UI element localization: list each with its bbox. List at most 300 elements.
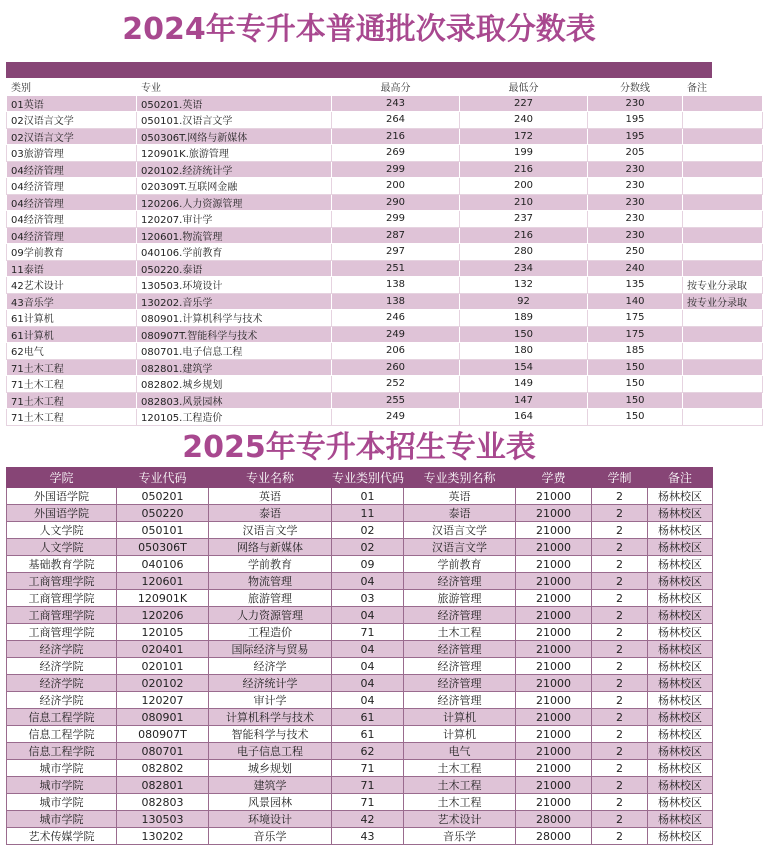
duration-cell: 2 bbox=[592, 675, 648, 692]
note-cell bbox=[683, 145, 763, 162]
min-score-cell: 149 bbox=[460, 376, 588, 393]
min-score-cell: 227 bbox=[460, 95, 588, 112]
cutoff-score-cell: 250 bbox=[588, 244, 683, 261]
tuition-cell: 21000 bbox=[516, 488, 592, 505]
table-row bbox=[7, 211, 763, 228]
category-code-cell: 61 bbox=[332, 709, 404, 726]
major-name-cell: 经济统计学 bbox=[209, 675, 332, 692]
min-score-cell: 237 bbox=[460, 211, 588, 228]
category-name-cell: 音乐学 bbox=[404, 828, 516, 845]
category-code-cell: 01 bbox=[332, 488, 404, 505]
major-code-cell: 130202 bbox=[117, 828, 209, 845]
college-cell: 信息工程学院 bbox=[7, 709, 117, 726]
title-2025-enrollment-majors: 2025年专升本招生专业表 bbox=[182, 430, 536, 465]
note-cell bbox=[683, 128, 763, 145]
category-code-cell: 42 bbox=[332, 811, 404, 828]
max-score-cell: 251 bbox=[332, 260, 460, 277]
major-cell: 120105.工程造价 bbox=[137, 409, 332, 426]
table-row bbox=[7, 409, 763, 426]
cutoff-score-cell: 175 bbox=[588, 310, 683, 327]
major-cell: 080907T.智能科学与技术 bbox=[137, 326, 332, 343]
category-cell: 02汉语言文学 bbox=[7, 112, 137, 129]
column-header: 专业类别名称 bbox=[404, 468, 516, 488]
min-score-cell: 180 bbox=[460, 343, 588, 360]
note-cell: 杨林校区 bbox=[648, 522, 713, 539]
category-code-cell: 61 bbox=[332, 726, 404, 743]
max-score-cell: 252 bbox=[332, 376, 460, 393]
max-score-cell: 260 bbox=[332, 359, 460, 376]
table-row bbox=[7, 376, 763, 393]
max-score-cell: 138 bbox=[332, 277, 460, 294]
major-cell: 082801.建筑学 bbox=[137, 359, 332, 376]
duration-cell: 2 bbox=[592, 641, 648, 658]
major-code-cell: 040106 bbox=[117, 556, 209, 573]
major-name-cell: 英语 bbox=[209, 488, 332, 505]
category-code-cell: 71 bbox=[332, 760, 404, 777]
column-header: 学院 bbox=[7, 468, 117, 488]
note-cell bbox=[683, 310, 763, 327]
cutoff-score-cell: 140 bbox=[588, 293, 683, 310]
cutoff-score-cell: 175 bbox=[588, 326, 683, 343]
table-row bbox=[7, 794, 713, 811]
min-score-cell: 216 bbox=[460, 227, 588, 244]
table-row bbox=[7, 709, 713, 726]
note-cell: 杨林校区 bbox=[648, 556, 713, 573]
major-cell: 120207.审计学 bbox=[137, 211, 332, 228]
cutoff-score-cell: 195 bbox=[588, 128, 683, 145]
cutoff-score-cell: 230 bbox=[588, 227, 683, 244]
college-cell: 外国语学院 bbox=[7, 505, 117, 522]
note-cell bbox=[683, 194, 763, 211]
major-name-cell: 学前教育 bbox=[209, 556, 332, 573]
duration-cell: 2 bbox=[592, 692, 648, 709]
note-cell bbox=[683, 359, 763, 376]
major-code-cell: 080901 bbox=[117, 709, 209, 726]
major-name-cell: 物流管理 bbox=[209, 573, 332, 590]
category-cell: 11泰语 bbox=[7, 260, 137, 277]
category-cell: 43音乐学 bbox=[7, 293, 137, 310]
cutoff-score-cell: 240 bbox=[588, 260, 683, 277]
category-cell: 04经济管理 bbox=[7, 178, 137, 195]
table-header-row bbox=[7, 79, 763, 96]
college-cell: 工商管理学院 bbox=[7, 590, 117, 607]
min-score-cell: 172 bbox=[460, 128, 588, 145]
category-code-cell: 04 bbox=[332, 658, 404, 675]
column-header: 最高分 bbox=[332, 79, 460, 96]
cutoff-score-cell: 185 bbox=[588, 343, 683, 360]
table-row bbox=[7, 777, 713, 794]
column-header: 最低分 bbox=[460, 79, 588, 96]
table-row bbox=[7, 128, 763, 145]
category-name-cell: 经济管理 bbox=[404, 692, 516, 709]
duration-cell: 2 bbox=[592, 726, 648, 743]
major-name-cell: 工程造价 bbox=[209, 624, 332, 641]
max-score-cell: 243 bbox=[332, 95, 460, 112]
admission-score-table bbox=[6, 62, 747, 426]
major-code-cell: 082802 bbox=[117, 760, 209, 777]
major-cell: 020102.经济统计学 bbox=[137, 161, 332, 178]
major-cell: 020309T.互联网金融 bbox=[137, 178, 332, 195]
duration-cell: 2 bbox=[592, 590, 648, 607]
table-row bbox=[7, 145, 763, 162]
major-cell: 082803.风景园林 bbox=[137, 392, 332, 409]
cutoff-score-cell: 230 bbox=[588, 161, 683, 178]
college-cell: 经济学院 bbox=[7, 658, 117, 675]
major-name-cell: 音乐学 bbox=[209, 828, 332, 845]
category-cell: 02汉语言文学 bbox=[7, 128, 137, 145]
max-score-cell: 138 bbox=[332, 293, 460, 310]
min-score-cell: 132 bbox=[460, 277, 588, 294]
min-score-cell: 147 bbox=[460, 392, 588, 409]
table-row bbox=[7, 556, 713, 573]
duration-cell: 2 bbox=[592, 828, 648, 845]
note-cell: 杨林校区 bbox=[648, 777, 713, 794]
note-cell: 杨林校区 bbox=[648, 726, 713, 743]
min-score-cell: 234 bbox=[460, 260, 588, 277]
tuition-cell: 21000 bbox=[516, 760, 592, 777]
duration-cell: 2 bbox=[592, 658, 648, 675]
college-cell: 城市学院 bbox=[7, 794, 117, 811]
duration-cell: 2 bbox=[592, 607, 648, 624]
category-name-cell: 土木工程 bbox=[404, 760, 516, 777]
table-row bbox=[7, 658, 713, 675]
category-name-cell: 泰语 bbox=[404, 505, 516, 522]
max-score-cell: 299 bbox=[332, 161, 460, 178]
column-header: 专业类别代码 bbox=[332, 468, 404, 488]
max-score-cell: 264 bbox=[332, 112, 460, 129]
note-cell: 杨林校区 bbox=[648, 794, 713, 811]
major-code-cell: 050101 bbox=[117, 522, 209, 539]
min-score-cell: 150 bbox=[460, 326, 588, 343]
column-header: 备注 bbox=[683, 79, 763, 96]
max-score-cell: 249 bbox=[332, 409, 460, 426]
major-code-cell: 082801 bbox=[117, 777, 209, 794]
duration-cell: 2 bbox=[592, 556, 648, 573]
column-header: 备注 bbox=[648, 468, 713, 488]
note-cell: 杨林校区 bbox=[648, 811, 713, 828]
note-cell bbox=[683, 326, 763, 343]
table-row bbox=[7, 607, 713, 624]
tuition-cell: 21000 bbox=[516, 743, 592, 760]
table-row bbox=[7, 310, 763, 327]
note-cell: 杨林校区 bbox=[648, 624, 713, 641]
duration-cell: 2 bbox=[592, 760, 648, 777]
max-score-cell: 287 bbox=[332, 227, 460, 244]
major-name-cell: 城乡规划 bbox=[209, 760, 332, 777]
category-code-cell: 02 bbox=[332, 539, 404, 556]
category-name-cell: 计算机 bbox=[404, 709, 516, 726]
column-header: 专业代码 bbox=[117, 468, 209, 488]
table-row bbox=[7, 539, 713, 556]
note-cell bbox=[683, 376, 763, 393]
note-cell: 杨林校区 bbox=[648, 658, 713, 675]
note-cell: 按专业分录取 bbox=[683, 277, 763, 294]
major-cell: 050306T.网络与新媒体 bbox=[137, 128, 332, 145]
category-code-cell: 04 bbox=[332, 641, 404, 658]
table-row bbox=[7, 573, 713, 590]
table-row bbox=[7, 260, 763, 277]
note-cell bbox=[683, 95, 763, 112]
major-code-cell: 020401 bbox=[117, 641, 209, 658]
college-cell: 城市学院 bbox=[7, 777, 117, 794]
table-row bbox=[7, 178, 763, 195]
tuition-cell: 21000 bbox=[516, 590, 592, 607]
column-header: 专业 bbox=[137, 79, 332, 96]
category-name-cell: 计算机 bbox=[404, 726, 516, 743]
major-code-cell: 130503 bbox=[117, 811, 209, 828]
table-row bbox=[7, 675, 713, 692]
major-name-cell: 泰语 bbox=[209, 505, 332, 522]
table-row bbox=[7, 590, 713, 607]
college-cell: 工商管理学院 bbox=[7, 624, 117, 641]
duration-cell: 2 bbox=[592, 488, 648, 505]
min-score-cell: 200 bbox=[460, 178, 588, 195]
tuition-cell: 28000 bbox=[516, 811, 592, 828]
major-code-cell: 020102 bbox=[117, 675, 209, 692]
duration-cell: 2 bbox=[592, 777, 648, 794]
max-score-cell: 290 bbox=[332, 194, 460, 211]
note-cell bbox=[683, 244, 763, 261]
category-code-cell: 62 bbox=[332, 743, 404, 760]
note-cell: 杨林校区 bbox=[648, 573, 713, 590]
tuition-cell: 21000 bbox=[516, 539, 592, 556]
major-cell: 050201.英语 bbox=[137, 95, 332, 112]
column-header: 专业名称 bbox=[209, 468, 332, 488]
table-row bbox=[7, 828, 713, 845]
college-cell: 城市学院 bbox=[7, 811, 117, 828]
category-code-cell: 04 bbox=[332, 607, 404, 624]
major-code-cell: 120601 bbox=[117, 573, 209, 590]
note-cell: 杨林校区 bbox=[648, 505, 713, 522]
enrollment-major-table bbox=[6, 467, 712, 845]
duration-cell: 2 bbox=[592, 573, 648, 590]
note-cell: 杨林校区 bbox=[648, 607, 713, 624]
tuition-cell: 21000 bbox=[516, 607, 592, 624]
tuition-cell: 21000 bbox=[516, 658, 592, 675]
college-cell: 经济学院 bbox=[7, 692, 117, 709]
category-name-cell: 旅游管理 bbox=[404, 590, 516, 607]
table-row bbox=[7, 760, 713, 777]
table-row bbox=[7, 326, 763, 343]
category-name-cell: 英语 bbox=[404, 488, 516, 505]
table-row bbox=[7, 392, 763, 409]
cutoff-score-cell: 150 bbox=[588, 409, 683, 426]
category-cell: 61计算机 bbox=[7, 310, 137, 327]
duration-cell: 2 bbox=[592, 505, 648, 522]
note-cell bbox=[683, 409, 763, 426]
major-name-cell: 环境设计 bbox=[209, 811, 332, 828]
cutoff-score-cell: 150 bbox=[588, 392, 683, 409]
min-score-cell: 164 bbox=[460, 409, 588, 426]
major-cell: 120601.物流管理 bbox=[137, 227, 332, 244]
tuition-cell: 21000 bbox=[516, 556, 592, 573]
college-cell: 工商管理学院 bbox=[7, 573, 117, 590]
major-name-cell: 国际经济与贸易 bbox=[209, 641, 332, 658]
table-header-band bbox=[6, 62, 712, 78]
major-code-cell: 050201 bbox=[117, 488, 209, 505]
table-row bbox=[7, 112, 763, 129]
college-cell: 人文学院 bbox=[7, 539, 117, 556]
max-score-cell: 200 bbox=[332, 178, 460, 195]
major-cell: 080701.电子信息工程 bbox=[137, 343, 332, 360]
max-score-cell: 299 bbox=[332, 211, 460, 228]
category-name-cell: 土木工程 bbox=[404, 777, 516, 794]
cutoff-score-cell: 230 bbox=[588, 211, 683, 228]
category-cell: 01英语 bbox=[7, 95, 137, 112]
cutoff-score-cell: 230 bbox=[588, 194, 683, 211]
table-row bbox=[7, 194, 763, 211]
category-cell: 71土木工程 bbox=[7, 359, 137, 376]
major-code-cell: 120206 bbox=[117, 607, 209, 624]
table-row bbox=[7, 277, 763, 294]
duration-cell: 2 bbox=[592, 522, 648, 539]
table-row bbox=[7, 624, 713, 641]
college-cell: 信息工程学院 bbox=[7, 743, 117, 760]
major-name-cell: 计算机科学与技术 bbox=[209, 709, 332, 726]
table-row bbox=[7, 95, 763, 112]
tuition-cell: 21000 bbox=[516, 522, 592, 539]
category-cell: 03旅游管理 bbox=[7, 145, 137, 162]
table-row bbox=[7, 692, 713, 709]
column-header: 学费 bbox=[516, 468, 592, 488]
cutoff-score-cell: 195 bbox=[588, 112, 683, 129]
cutoff-score-cell: 230 bbox=[588, 178, 683, 195]
duration-cell: 2 bbox=[592, 811, 648, 828]
note-cell: 杨林校区 bbox=[648, 709, 713, 726]
note-cell bbox=[683, 343, 763, 360]
category-name-cell: 汉语言文学 bbox=[404, 539, 516, 556]
tuition-cell: 21000 bbox=[516, 675, 592, 692]
min-score-cell: 92 bbox=[460, 293, 588, 310]
tuition-cell: 21000 bbox=[516, 777, 592, 794]
major-code-cell: 082803 bbox=[117, 794, 209, 811]
major-cell: 082802.城乡规划 bbox=[137, 376, 332, 393]
cutoff-score-cell: 150 bbox=[588, 376, 683, 393]
max-score-cell: 216 bbox=[332, 128, 460, 145]
min-score-cell: 216 bbox=[460, 161, 588, 178]
major-code-cell: 120207 bbox=[117, 692, 209, 709]
table-row bbox=[7, 293, 763, 310]
major-name-cell: 旅游管理 bbox=[209, 590, 332, 607]
tuition-cell: 21000 bbox=[516, 573, 592, 590]
note-cell bbox=[683, 178, 763, 195]
note-cell: 杨林校区 bbox=[648, 692, 713, 709]
table-row bbox=[7, 726, 713, 743]
category-cell: 04经济管理 bbox=[7, 211, 137, 228]
min-score-cell: 210 bbox=[460, 194, 588, 211]
table-row bbox=[7, 488, 713, 505]
note-cell: 杨林校区 bbox=[648, 828, 713, 845]
college-cell: 信息工程学院 bbox=[7, 726, 117, 743]
college-cell: 人文学院 bbox=[7, 522, 117, 539]
note-cell: 按专业分录取 bbox=[683, 293, 763, 310]
table-row bbox=[7, 743, 713, 760]
note-cell: 杨林校区 bbox=[648, 743, 713, 760]
category-cell: 42艺术设计 bbox=[7, 277, 137, 294]
table-row bbox=[7, 161, 763, 178]
min-score-cell: 189 bbox=[460, 310, 588, 327]
note-cell: 杨林校区 bbox=[648, 675, 713, 692]
college-cell: 基础教育学院 bbox=[7, 556, 117, 573]
duration-cell: 2 bbox=[592, 624, 648, 641]
category-cell: 71土木工程 bbox=[7, 376, 137, 393]
category-code-cell: 71 bbox=[332, 624, 404, 641]
major-cell: 120206.人力资源管理 bbox=[137, 194, 332, 211]
category-code-cell: 43 bbox=[332, 828, 404, 845]
table-row bbox=[7, 244, 763, 261]
note-cell: 杨林校区 bbox=[648, 760, 713, 777]
category-cell: 62电气 bbox=[7, 343, 137, 360]
duration-cell: 2 bbox=[592, 743, 648, 760]
duration-cell: 2 bbox=[592, 709, 648, 726]
note-cell bbox=[683, 211, 763, 228]
tuition-cell: 21000 bbox=[516, 692, 592, 709]
max-score-cell: 255 bbox=[332, 392, 460, 409]
note-cell: 杨林校区 bbox=[648, 539, 713, 556]
major-name-cell: 电子信息工程 bbox=[209, 743, 332, 760]
major-code-cell: 120901K bbox=[117, 590, 209, 607]
column-header: 学制 bbox=[592, 468, 648, 488]
min-score-cell: 199 bbox=[460, 145, 588, 162]
table-row bbox=[7, 522, 713, 539]
column-header: 分数线 bbox=[588, 79, 683, 96]
tuition-cell: 21000 bbox=[516, 794, 592, 811]
category-name-cell: 经济管理 bbox=[404, 675, 516, 692]
category-name-cell: 土木工程 bbox=[404, 794, 516, 811]
category-name-cell: 经济管理 bbox=[404, 607, 516, 624]
min-score-cell: 280 bbox=[460, 244, 588, 261]
category-code-cell: 09 bbox=[332, 556, 404, 573]
category-name-cell: 经济管理 bbox=[404, 573, 516, 590]
category-cell: 61计算机 bbox=[7, 326, 137, 343]
major-cell: 130202.音乐学 bbox=[137, 293, 332, 310]
college-cell: 城市学院 bbox=[7, 760, 117, 777]
max-score-cell: 246 bbox=[332, 310, 460, 327]
major-code-cell: 080907T bbox=[117, 726, 209, 743]
category-cell: 71土木工程 bbox=[7, 392, 137, 409]
duration-cell: 2 bbox=[592, 539, 648, 556]
note-cell: 杨林校区 bbox=[648, 590, 713, 607]
note-cell bbox=[683, 227, 763, 244]
category-code-cell: 11 bbox=[332, 505, 404, 522]
category-code-cell: 03 bbox=[332, 590, 404, 607]
major-code-cell: 080701 bbox=[117, 743, 209, 760]
major-cell: 050101.汉语言文学 bbox=[137, 112, 332, 129]
title-2024-admission-scores: 2024年专升本普通批次录取分数表 bbox=[122, 12, 596, 47]
category-cell: 71土木工程 bbox=[7, 409, 137, 426]
category-name-cell: 经济管理 bbox=[404, 658, 516, 675]
column-header: 类别 bbox=[7, 79, 137, 96]
cutoff-score-cell: 205 bbox=[588, 145, 683, 162]
major-code-cell: 020101 bbox=[117, 658, 209, 675]
category-code-cell: 02 bbox=[332, 522, 404, 539]
category-code-cell: 71 bbox=[332, 794, 404, 811]
category-name-cell: 艺术设计 bbox=[404, 811, 516, 828]
category-code-cell: 04 bbox=[332, 692, 404, 709]
note-cell: 杨林校区 bbox=[648, 641, 713, 658]
cutoff-score-cell: 135 bbox=[588, 277, 683, 294]
min-score-cell: 154 bbox=[460, 359, 588, 376]
category-code-cell: 71 bbox=[332, 777, 404, 794]
min-score-cell: 240 bbox=[460, 112, 588, 129]
table-row bbox=[7, 505, 713, 522]
table-row bbox=[7, 227, 763, 244]
tuition-cell: 21000 bbox=[516, 709, 592, 726]
major-name-cell: 人力资源管理 bbox=[209, 607, 332, 624]
college-cell: 工商管理学院 bbox=[7, 607, 117, 624]
max-score-cell: 206 bbox=[332, 343, 460, 360]
major-name-cell: 智能科学与技术 bbox=[209, 726, 332, 743]
